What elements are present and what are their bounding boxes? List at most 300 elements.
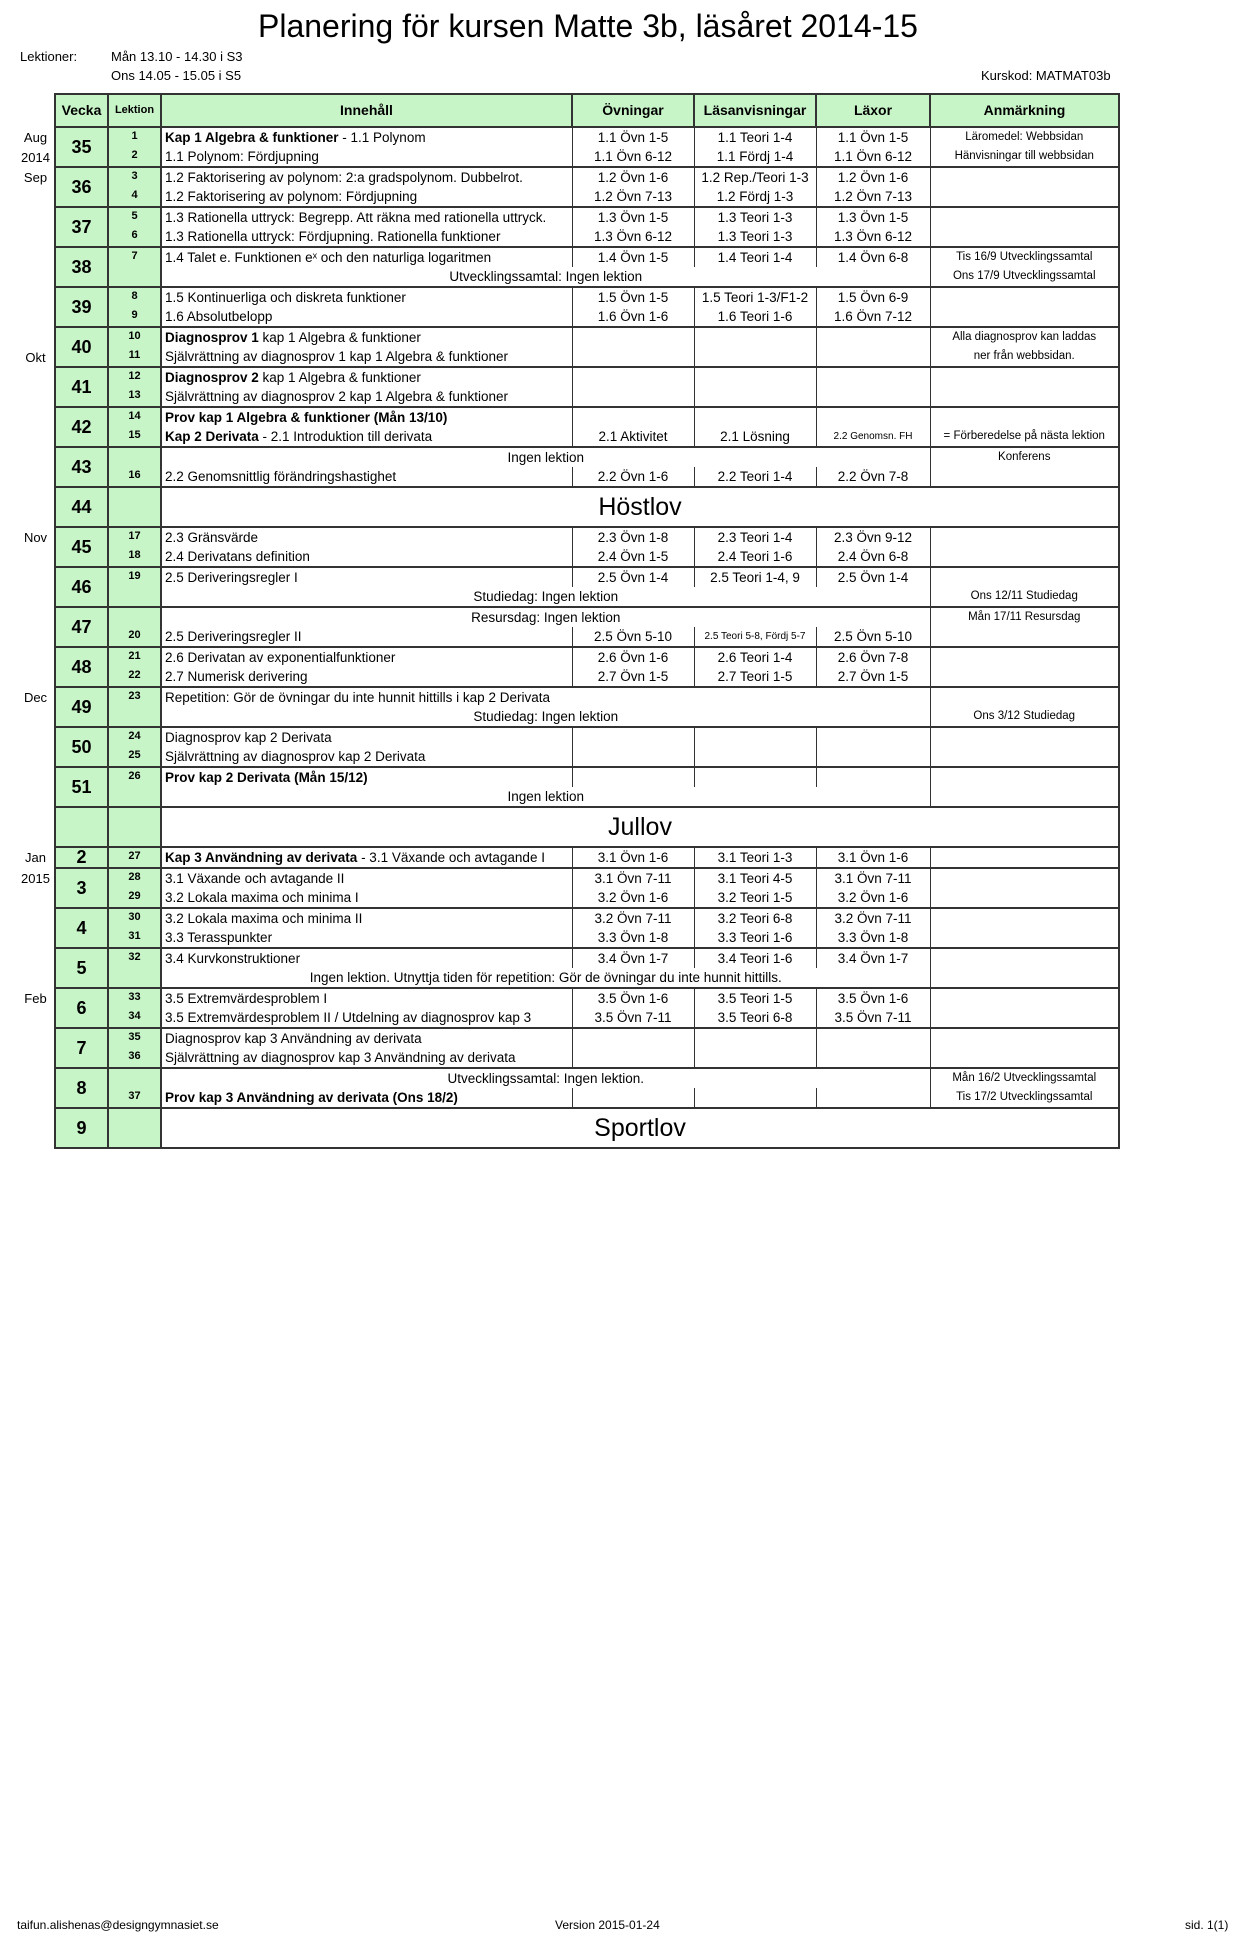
homework-cell: 2.7 Övn 1-5 bbox=[816, 667, 930, 687]
homework-cell: 1.6 Övn 7-12 bbox=[816, 307, 930, 327]
content-cell bbox=[161, 387, 572, 407]
homework-cell: 3.2 Övn 7-11 bbox=[816, 908, 930, 928]
holiday-label: Höstlov bbox=[161, 487, 1119, 527]
reading-cell: 2.5 Teori 5-8, Fördj 5-7 bbox=[694, 627, 816, 647]
lesson-number: 27 bbox=[108, 847, 161, 868]
reading-cell: 2.1 Lösning bbox=[694, 427, 816, 447]
remark-cell bbox=[930, 627, 1119, 647]
lesson-number: 32 bbox=[108, 948, 161, 968]
content-cell bbox=[161, 767, 572, 787]
table-row bbox=[17, 1068, 1119, 1088]
header-anmarkning: Anmärkning bbox=[930, 94, 1119, 127]
content-cell bbox=[161, 527, 572, 547]
table-row bbox=[17, 387, 1119, 407]
month-cell bbox=[17, 447, 55, 467]
footer-email: taifun.alishenas@designgymnasiet.se bbox=[17, 1918, 219, 1932]
reading-cell bbox=[694, 327, 816, 347]
week-number: 49 bbox=[55, 687, 108, 727]
content-text: kap 1 Algebra & funktioner bbox=[258, 370, 421, 385]
reading-cell: 1.2 Fördj 1-3 bbox=[694, 187, 816, 207]
homework-cell: 1.2 Övn 7-13 bbox=[816, 187, 930, 207]
week-number: 48 bbox=[55, 647, 108, 687]
month-cell bbox=[17, 727, 55, 747]
content-cell bbox=[161, 647, 572, 667]
table-row bbox=[17, 928, 1119, 948]
homework-cell: 2.6 Övn 7-8 bbox=[816, 647, 930, 667]
homework-cell: 2.2 Genomsn. FH bbox=[816, 427, 930, 447]
table-row bbox=[17, 687, 1119, 707]
row-note: Utvecklingssamtal: Ingen lektion bbox=[161, 267, 930, 287]
homework-cell: 2.5 Övn 5-10 bbox=[816, 627, 930, 647]
content-cell bbox=[161, 227, 572, 247]
exercises-cell: 3.4 Övn 1-7 bbox=[572, 948, 694, 968]
remark-cell: Tis 16/9 Utvecklingssamtal bbox=[930, 247, 1119, 267]
content-text: 1.2 Faktorisering av polynom: 2:a gradspolynom. Dubbelrot. bbox=[165, 170, 523, 185]
month-cell bbox=[17, 787, 55, 807]
lesson-number: 14 bbox=[108, 407, 161, 427]
month-cell: Feb bbox=[24, 990, 47, 1006]
content-cell bbox=[161, 347, 572, 367]
week-number: 35 bbox=[55, 127, 108, 167]
remark-cell bbox=[930, 227, 1119, 247]
table-row bbox=[17, 1048, 1119, 1068]
week-number: 42 bbox=[55, 407, 108, 447]
lesson-number: 15 bbox=[108, 427, 161, 447]
reading-cell: 3.5 Teori 6-8 bbox=[694, 1008, 816, 1028]
lesson-number: 10 bbox=[108, 327, 161, 347]
table-row bbox=[17, 307, 1119, 327]
content-text: - 1.1 Polynom bbox=[338, 130, 426, 145]
table-row bbox=[17, 567, 1119, 587]
week-number: 6 bbox=[55, 988, 108, 1028]
content-cell bbox=[161, 467, 572, 487]
content-text: 1.6 Absolutbelopp bbox=[165, 309, 273, 324]
content-text: 2.5 Deriveringsregler II bbox=[165, 629, 302, 644]
reading-cell bbox=[694, 1088, 816, 1108]
table-row bbox=[17, 727, 1119, 747]
content-cell bbox=[161, 988, 572, 1008]
remark-cell bbox=[930, 968, 1119, 988]
lesson-number bbox=[108, 447, 161, 467]
remark-cell bbox=[930, 908, 1119, 928]
table-row bbox=[17, 968, 1119, 988]
homework-cell: 1.2 Övn 1-6 bbox=[816, 167, 930, 187]
remark-cell bbox=[930, 948, 1119, 968]
table-row bbox=[17, 868, 1119, 888]
week-number: 9 bbox=[55, 1108, 108, 1148]
table-row bbox=[17, 287, 1119, 307]
table-row bbox=[17, 467, 1119, 487]
month-cell bbox=[17, 187, 55, 207]
homework-cell: 1.1 Övn 6-12 bbox=[816, 147, 930, 167]
remark-cell bbox=[930, 727, 1119, 747]
exercises-cell: 3.1 Övn 1-6 bbox=[572, 847, 694, 868]
week-number: 44 bbox=[55, 487, 108, 527]
reading-cell: 3.1 Teori 4-5 bbox=[694, 868, 816, 888]
table-row bbox=[17, 948, 1119, 968]
exercises-cell: 1.2 Övn 7-13 bbox=[572, 187, 694, 207]
lesson-number: 16 bbox=[108, 467, 161, 487]
homework-cell bbox=[816, 1048, 930, 1068]
lesson-number: 6 bbox=[108, 227, 161, 247]
week-number: 43 bbox=[55, 447, 108, 487]
header-lasanvisningar: Läsanvisningar bbox=[694, 94, 816, 127]
lesson-number: 20 bbox=[108, 627, 161, 647]
lesson-number: 8 bbox=[108, 287, 161, 307]
exercises-cell: 2.2 Övn 1-6 bbox=[572, 467, 694, 487]
content-cell bbox=[161, 167, 572, 187]
lesson-number bbox=[108, 968, 161, 988]
homework-cell: 3.5 Övn 7-11 bbox=[816, 1008, 930, 1028]
lesson-number: 36 bbox=[108, 1048, 161, 1068]
reading-cell: 3.5 Teori 1-5 bbox=[694, 988, 816, 1008]
content-text: 3.2 Lokala maxima och minima II bbox=[165, 911, 363, 926]
exercises-cell bbox=[572, 747, 694, 767]
reading-cell: 1.3 Teori 1-3 bbox=[694, 207, 816, 227]
table-row bbox=[17, 707, 1119, 727]
header-lektion: Lektion bbox=[108, 94, 161, 127]
table-row bbox=[17, 988, 1119, 1008]
month-cell bbox=[17, 207, 55, 227]
page-title: Planering för kursen Matte 3b, läsåret 2014-15 bbox=[258, 8, 918, 44]
week-number: 37 bbox=[55, 207, 108, 247]
course-code: Kurskod: MATMAT03b bbox=[981, 68, 1111, 83]
reading-cell: 1.1 Teori 1-4 bbox=[694, 127, 816, 147]
lessons-line-2: Ons 14.05 - 15.05 i S5 bbox=[111, 68, 242, 83]
homework-cell: 1.5 Övn 6-9 bbox=[816, 287, 930, 307]
table-row bbox=[17, 647, 1119, 667]
reading-cell: 3.3 Teori 1-6 bbox=[694, 928, 816, 948]
week-number: 8 bbox=[55, 1068, 108, 1108]
week-number: 41 bbox=[55, 367, 108, 407]
lesson-number: 31 bbox=[108, 928, 161, 948]
content-bold: Diagnosprov 1 bbox=[165, 330, 259, 345]
exercises-cell: 2.3 Övn 1-8 bbox=[572, 527, 694, 547]
content-bold: Kap 1 Algebra & funktioner bbox=[165, 130, 339, 145]
row-note: Resursdag: Ingen lektion bbox=[161, 607, 930, 627]
remark-cell: Hänvisningar till webbsidan bbox=[930, 147, 1119, 167]
month-cell bbox=[17, 387, 55, 407]
table-row bbox=[17, 547, 1119, 567]
exercises-cell bbox=[572, 727, 694, 747]
reading-cell bbox=[694, 727, 816, 747]
homework-cell bbox=[816, 767, 930, 787]
month-cell bbox=[17, 1068, 55, 1088]
week-number bbox=[55, 807, 108, 847]
content-cell bbox=[161, 847, 572, 868]
lesson-number: 22 bbox=[108, 667, 161, 687]
row-note: Ingen lektion. Utnyttja tiden för repetition: Gör de övningar du inte hunnit hittills. bbox=[161, 968, 930, 988]
reading-cell: 2.6 Teori 1-4 bbox=[694, 647, 816, 667]
homework-cell: 2.2 Övn 7-8 bbox=[816, 467, 930, 487]
remark-cell: Läromedel: Webbsidan bbox=[930, 127, 1119, 147]
content-bold: Prov kap 1 Algebra & funktioner (Mån 13/10) bbox=[165, 410, 448, 425]
lesson-number bbox=[108, 807, 161, 847]
homework-cell bbox=[816, 1088, 930, 1108]
remark-cell: Alla diagnosprov kan laddas bbox=[930, 327, 1119, 347]
month-cell bbox=[17, 968, 55, 988]
lesson-number: 13 bbox=[108, 387, 161, 407]
exercises-cell: 3.5 Övn 7-11 bbox=[572, 1008, 694, 1028]
month-cell bbox=[17, 607, 55, 627]
content-text: 2.2 Genomsnittlig förändringshastighet bbox=[165, 469, 397, 484]
content-cell bbox=[161, 1048, 572, 1068]
table-row bbox=[17, 207, 1119, 227]
reading-cell: 3.1 Teori 1-3 bbox=[694, 847, 816, 868]
exercises-cell bbox=[572, 327, 694, 347]
exercises-cell bbox=[572, 387, 694, 407]
table-row bbox=[17, 347, 1119, 367]
content-text: 3.2 Lokala maxima och minima I bbox=[165, 890, 359, 905]
remark-cell bbox=[930, 888, 1119, 908]
content-text: 1.3 Rationella uttryck: Begrepp. Att räkna med rationella uttryck. bbox=[165, 210, 547, 225]
homework-cell: 1.1 Övn 1-5 bbox=[816, 127, 930, 147]
content-cell bbox=[161, 948, 572, 968]
remark-cell: Mån 16/2 Utvecklingssamtal bbox=[930, 1068, 1119, 1088]
exercises-cell: 1.2 Övn 1-6 bbox=[572, 167, 694, 187]
homework-cell: 3.1 Övn 1-6 bbox=[816, 847, 930, 868]
reading-cell: 1.4 Teori 1-4 bbox=[694, 247, 816, 267]
exercises-cell: 2.7 Övn 1-5 bbox=[572, 667, 694, 687]
reading-cell bbox=[694, 347, 816, 367]
lesson-number: 35 bbox=[108, 1028, 161, 1048]
month-cell bbox=[17, 307, 55, 327]
lesson-number: 19 bbox=[108, 567, 161, 587]
reading-cell: 1.1 Fördj 1-4 bbox=[694, 147, 816, 167]
remark-cell: Ons 3/12 Studiedag bbox=[930, 707, 1119, 727]
content-bold: Prov kap 3 Användning av derivata (Ons 18/2) bbox=[165, 1090, 458, 1105]
reading-cell: 1.2 Rep./Teori 1-3 bbox=[694, 167, 816, 187]
remark-cell bbox=[930, 847, 1119, 868]
week-number: 47 bbox=[55, 607, 108, 647]
month-cell bbox=[17, 227, 55, 247]
table-row bbox=[17, 908, 1119, 928]
content-cell bbox=[161, 187, 572, 207]
content-cell bbox=[161, 888, 572, 908]
homework-cell bbox=[816, 407, 930, 427]
exercises-cell: 3.3 Övn 1-8 bbox=[572, 928, 694, 948]
homework-cell bbox=[816, 347, 930, 367]
table-row bbox=[17, 167, 1119, 187]
exercises-cell: 2.5 Övn 1-4 bbox=[572, 567, 694, 587]
content-cell bbox=[161, 667, 572, 687]
reading-cell: 2.3 Teori 1-4 bbox=[694, 527, 816, 547]
lesson-number: 34 bbox=[108, 1008, 161, 1028]
exercises-cell bbox=[572, 1048, 694, 1068]
reading-cell bbox=[694, 407, 816, 427]
reading-cell: 2.2 Teori 1-4 bbox=[694, 467, 816, 487]
week-number: 4 bbox=[55, 908, 108, 948]
month-cell bbox=[17, 928, 55, 948]
lesson-number: 26 bbox=[108, 767, 161, 787]
exercises-cell bbox=[572, 1088, 694, 1108]
table-row bbox=[17, 267, 1119, 287]
lesson-number: 9 bbox=[108, 307, 161, 327]
remark-cell bbox=[930, 1048, 1119, 1068]
content-text: 2.3 Gränsvärde bbox=[165, 530, 259, 545]
month-cell bbox=[17, 487, 55, 527]
content-cell bbox=[161, 207, 572, 227]
homework-cell: 2.3 Övn 9-12 bbox=[816, 527, 930, 547]
reading-cell bbox=[694, 1048, 816, 1068]
homework-cell: 3.4 Övn 1-7 bbox=[816, 948, 930, 968]
month-cell bbox=[17, 767, 55, 787]
remark-cell bbox=[930, 307, 1119, 327]
remark-cell: ner från webbsidan. bbox=[930, 347, 1119, 367]
content-cell bbox=[161, 327, 572, 347]
header-row bbox=[17, 94, 1119, 127]
homework-cell: 3.3 Övn 1-8 bbox=[816, 928, 930, 948]
exercises-cell bbox=[572, 767, 694, 787]
table-row bbox=[17, 127, 1119, 147]
month-cell bbox=[17, 327, 55, 347]
remark-cell bbox=[930, 1028, 1119, 1048]
content-cell bbox=[161, 1088, 572, 1108]
table-row bbox=[17, 1008, 1119, 1028]
exercises-cell: 1.3 Övn 6-12 bbox=[572, 227, 694, 247]
remark-cell bbox=[930, 167, 1119, 187]
table-row bbox=[17, 847, 1119, 868]
remark-cell bbox=[930, 367, 1119, 387]
remark-cell: Ons 17/9 Utvecklingssamtal bbox=[930, 267, 1119, 287]
content-text: kap 1 Algebra & funktioner bbox=[258, 330, 421, 345]
month-cell bbox=[17, 567, 55, 587]
homework-cell: 1.4 Övn 6-8 bbox=[816, 247, 930, 267]
homework-cell bbox=[816, 727, 930, 747]
remark-cell bbox=[930, 207, 1119, 227]
month-cell bbox=[17, 587, 55, 607]
table-row bbox=[17, 327, 1119, 347]
remark-cell bbox=[930, 287, 1119, 307]
content-cell bbox=[161, 747, 572, 767]
table-row bbox=[17, 888, 1119, 908]
reading-cell: 2.7 Teori 1-5 bbox=[694, 667, 816, 687]
content-text: 2.6 Derivatan av exponentialfunktioner bbox=[165, 650, 396, 665]
reading-cell bbox=[694, 387, 816, 407]
homework-cell: 2.5 Övn 1-4 bbox=[816, 567, 930, 587]
content-text: 2.5 Deriveringsregler I bbox=[165, 570, 298, 585]
month-cell: Dec bbox=[23, 689, 48, 705]
content-cell bbox=[161, 367, 572, 387]
table-row bbox=[17, 407, 1119, 427]
holiday-label: Sportlov bbox=[161, 1108, 1119, 1148]
week-number: 36 bbox=[55, 167, 108, 207]
content-text: 1.4 Talet e. Funktionen eˣ och den naturliga logaritmen bbox=[165, 250, 492, 265]
header-ovningar: Övningar bbox=[572, 94, 694, 127]
content-text: 3.5 Extremvärdesproblem I bbox=[165, 991, 328, 1006]
table-row bbox=[17, 767, 1119, 787]
remark-cell bbox=[930, 407, 1119, 427]
content-cell bbox=[161, 287, 572, 307]
content-cell bbox=[161, 547, 572, 567]
content-text: Självrättning av diagnosprov 1 kap 1 Algebra & funktioner bbox=[165, 349, 508, 364]
table-row bbox=[17, 607, 1119, 627]
reading-cell: 3.4 Teori 1-6 bbox=[694, 948, 816, 968]
remark-cell bbox=[930, 527, 1119, 547]
remark-cell: Ons 12/11 Studiedag bbox=[930, 587, 1119, 607]
month-cell bbox=[17, 1088, 55, 1108]
month-cell bbox=[17, 367, 55, 387]
lesson-number: 1 bbox=[108, 127, 161, 147]
week-number: 5 bbox=[55, 948, 108, 988]
lesson-number bbox=[108, 787, 161, 807]
table-row bbox=[17, 367, 1119, 387]
content-cell bbox=[161, 407, 572, 427]
month-cell bbox=[17, 1108, 55, 1148]
lesson-number bbox=[108, 607, 161, 627]
content-cell bbox=[161, 868, 572, 888]
month-cell bbox=[17, 407, 55, 427]
remark-cell bbox=[930, 928, 1119, 948]
exercises-cell bbox=[572, 347, 694, 367]
lesson-number: 33 bbox=[108, 988, 161, 1008]
month-cell: 2014 bbox=[21, 149, 50, 165]
homework-cell bbox=[816, 327, 930, 347]
exercises-cell: 2.6 Övn 1-6 bbox=[572, 647, 694, 667]
month-cell bbox=[17, 1028, 55, 1048]
remark-cell bbox=[930, 667, 1119, 687]
month-cell bbox=[17, 267, 55, 287]
table-row bbox=[17, 227, 1119, 247]
reading-cell: 1.6 Teori 1-6 bbox=[694, 307, 816, 327]
lesson-number: 24 bbox=[108, 727, 161, 747]
row-note: Studiedag: Ingen lektion bbox=[161, 707, 930, 727]
month-cell bbox=[17, 1048, 55, 1068]
content-cell bbox=[161, 567, 572, 587]
exercises-cell: 1.5 Övn 1-5 bbox=[572, 287, 694, 307]
content-cell bbox=[161, 247, 572, 267]
footer-page: sid. 1(1) bbox=[1185, 1918, 1229, 1932]
holiday-row bbox=[17, 807, 1119, 847]
reading-cell: 1.5 Teori 1-3/F1-2 bbox=[694, 287, 816, 307]
table-row bbox=[17, 527, 1119, 547]
month-cell bbox=[17, 247, 55, 267]
content-text: Självrättning av diagnosprov 2 kap 1 Algebra & funktioner bbox=[165, 389, 508, 404]
lesson-number bbox=[108, 587, 161, 607]
exercises-cell bbox=[572, 407, 694, 427]
remark-cell: Tis 17/2 Utvecklingssamtal bbox=[930, 1088, 1119, 1108]
remark-cell bbox=[930, 767, 1119, 787]
table-row bbox=[17, 587, 1119, 607]
month-cell bbox=[17, 647, 55, 667]
homework-cell: 1.3 Övn 6-12 bbox=[816, 227, 930, 247]
lesson-number: 3 bbox=[108, 167, 161, 187]
row-note: Ingen lektion bbox=[161, 447, 930, 467]
reading-cell: 1.3 Teori 1-3 bbox=[694, 227, 816, 247]
content-text: Självrättning av diagnosprov kap 2 Derivata bbox=[165, 749, 426, 764]
homework-cell: 2.4 Övn 6-8 bbox=[816, 547, 930, 567]
week-number: 50 bbox=[55, 727, 108, 767]
content-text: 3.3 Terasspunkter bbox=[165, 930, 273, 945]
remark-cell bbox=[930, 988, 1119, 1008]
exercises-cell: 1.1 Övn 1-5 bbox=[572, 127, 694, 147]
remark-cell bbox=[930, 787, 1119, 807]
remark-cell bbox=[930, 687, 1119, 707]
header-vecka: Vecka bbox=[55, 94, 108, 127]
content-text: - 3.1 Växande och avtagande I bbox=[357, 850, 545, 865]
table-row bbox=[17, 1088, 1119, 1108]
remark-cell bbox=[930, 187, 1119, 207]
lesson-number: 30 bbox=[108, 908, 161, 928]
month-cell bbox=[17, 667, 55, 687]
month-cell: Aug bbox=[23, 129, 48, 145]
content-text: 1.2 Faktorisering av polynom: Fördjupning bbox=[165, 189, 418, 204]
exercises-cell: 2.5 Övn 5-10 bbox=[572, 627, 694, 647]
lesson-number: 25 bbox=[108, 747, 161, 767]
content-cell bbox=[161, 307, 572, 327]
content-text: 3.5 Extremvärdesproblem II / Utdelning av diagnosprov kap 3 bbox=[165, 1010, 532, 1025]
homework-cell bbox=[816, 387, 930, 407]
